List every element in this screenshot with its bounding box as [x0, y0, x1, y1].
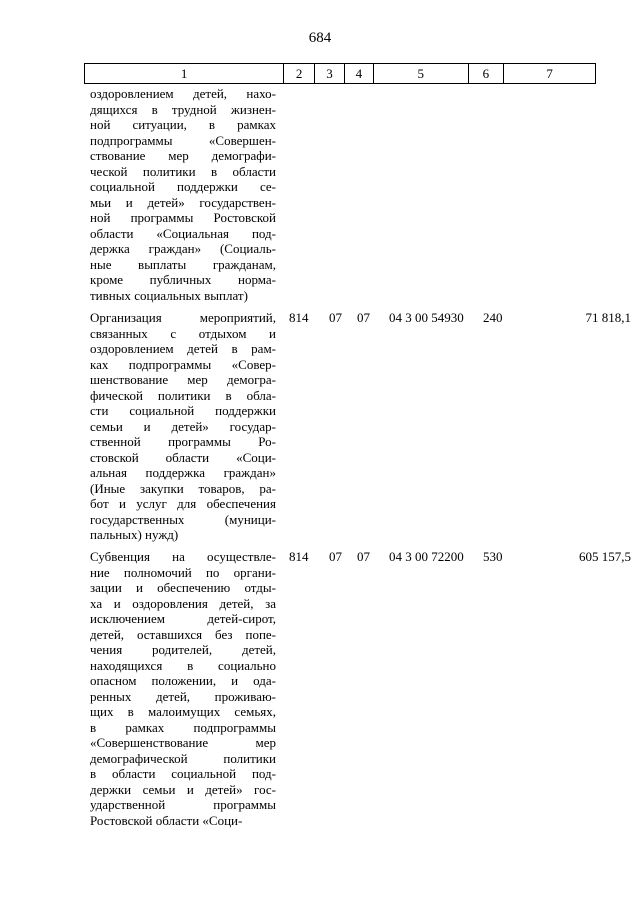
description-line: в рамках подпрограммы [90, 719, 276, 735]
cell-section: 07 [329, 310, 342, 325]
description-line: тивных социальных выплат) [90, 287, 248, 303]
description-line: ные выплаты гражданам, [90, 256, 276, 272]
description-line: (Иные закупки товаров, ра- [90, 480, 276, 496]
description-line: оздоровлением детей, нахо- [90, 86, 276, 101]
description-line: демографической политики [90, 750, 276, 766]
description-line: ственной программы Ро- [90, 434, 276, 449]
header-col-2: 2 [283, 64, 314, 83]
cell-target-article: 04 3 00 54930 [389, 310, 464, 325]
header-col-5: 5 [373, 64, 468, 83]
description-line: исключением детей-сирот, [90, 611, 276, 626]
cell-section: 07 [329, 549, 342, 564]
cell-subsection: 07 [357, 310, 370, 325]
description-line: бот и услуг для обеспечения [90, 496, 276, 511]
cell-ministry: 814 [289, 549, 309, 564]
description-line: в области социальной под- [90, 766, 276, 781]
page-number: 684 [308, 30, 332, 46]
description-line: ках подпрограммы «Совер- [90, 356, 276, 372]
description-line: подпрограммы «Совершен- [90, 132, 276, 148]
description-line: социальной поддержки се- [90, 179, 276, 194]
row-description [90, 549, 276, 828]
description-line: держка граждан» (Социаль- [90, 241, 276, 256]
cell-amount: 71 818,1 [585, 310, 631, 325]
description-line: шенствование мер демогра- [90, 372, 276, 387]
description-line: альная поддержка граждан» [90, 465, 276, 480]
description-line: пальных) нужд) [90, 527, 179, 542]
description-line: Организация мероприятий, [90, 310, 276, 325]
description-line: щих в малоимущих семьях, [90, 704, 276, 719]
description-line: ха и оздоровления детей, за [90, 595, 276, 611]
description-line: семьи и детей» государ- [90, 418, 276, 434]
header-col-1: 1 [180, 65, 188, 81]
description-line: ной программы Ростовской [90, 210, 276, 225]
description-line: фической политики в обла- [90, 387, 276, 403]
description-line: ствование мер демографи- [90, 148, 276, 163]
description-line: зации и обеспечению отды- [90, 580, 276, 595]
cell-ministry: 814 [289, 310, 309, 325]
cell-target-article: 04 3 00 72200 [389, 549, 464, 564]
description-line: находящихся в социально [90, 657, 276, 673]
header-col-3: 3 [314, 64, 344, 83]
description-line: оздоровлением детей в рам- [90, 341, 276, 356]
description-line: Ростовской области «Соци- [90, 812, 243, 828]
description-line: ческой политики в области [90, 163, 276, 179]
description-line: ние полномочий по органи- [90, 564, 276, 580]
description-line: держки семьи и детей» гос- [90, 781, 276, 797]
description-line: области «Социальная под- [90, 225, 276, 241]
table-header [84, 63, 596, 84]
description-line: кроме публичных норма- [90, 272, 276, 287]
description-line: сти социальной поддержки [90, 403, 276, 418]
row-description [90, 86, 276, 303]
cell-expense-type: 240 [483, 310, 503, 325]
description-line: государственных (муници- [90, 511, 276, 527]
cell-subsection: 07 [357, 549, 370, 564]
description-line: связанных с отдыхом и [90, 325, 276, 341]
description-line: ной ситуации, в рамках [90, 117, 276, 132]
description-line: дящихся в трудной жизнен- [90, 101, 276, 117]
description-line: детей, оставшихся без попе- [90, 626, 276, 642]
description-line: ренных детей, проживаю- [90, 688, 276, 704]
description-line: «Совершенствование мер [90, 735, 276, 750]
description-line: мьи и детей» государствен- [90, 194, 276, 210]
row-description [90, 310, 276, 543]
cell-expense-type: 530 [483, 549, 503, 564]
header-col-7: 7 [503, 64, 595, 83]
description-line: чения родителей, детей, [90, 642, 276, 657]
description-line: опасном положении, и ода- [90, 673, 276, 688]
cell-amount: 605 157,5 [579, 549, 631, 564]
description-line: ударственной программы [90, 797, 276, 812]
header-col-4: 4 [344, 64, 373, 83]
header-col-6: 6 [468, 64, 504, 83]
description-line: Субвенция на осуществле- [90, 549, 276, 564]
description-line: стовской области «Соци- [90, 449, 276, 465]
